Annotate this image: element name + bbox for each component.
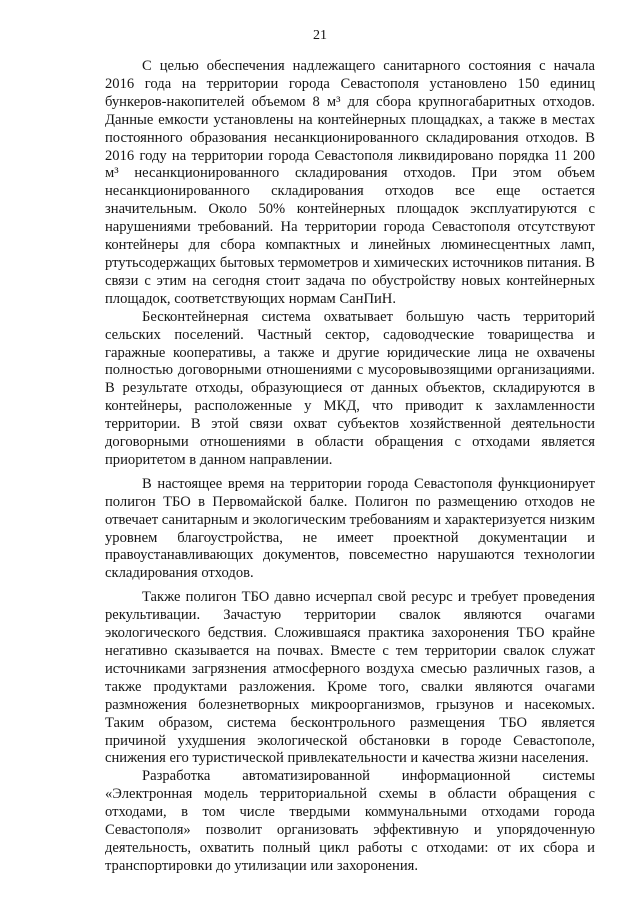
paragraph-containerless-system: Бесконтейнерная система охватывает большую часть территорий сельских поселений. Частный сектор, садоводческие товарищества и гаражные кооперативы, а также и другие юридические лица не охвачены полностью договорными отношениями с мусоровывозящими организациями. В результате отходы, образующиеся от данных объектов, складируются в контейнеры, расположенные у МКД, что приводит к захламленности территории. В этой связи охват субъектов хозяйственной деятельности договорными отношениями в области обращения с отходами является приоритетом в данном направлении.	[105, 308, 595, 468]
paragraph-landfill-recultivation: Также полигон ТБО давно исчерпал свой ресурс и требует проведения рекультивации. Зачастую территории свалок являются очагами экологического бедствия. Сложившаяся практика захоронения ТБО крайне негативно сказывается на почвах. Вместе с тем территории свалок служат источниками загрязнения атмосферного воздуха смесью различных газов, а также продуктами разложения. Кроме того, свалки являются очагами размножения болезнетворных микроорганизмов, грызунов и насекомых. Таким образом, система бесконтрольного размещения ТБО является причиной ухудшения экологической обстановки в городе Севастополе, снижения его туристической привлекательности и качества жизни населения.	[105, 589, 595, 767]
paragraph-information-system: Разработка автоматизированной информационной системы «Электронная модель территориальной схемы в области обращения с отходами, в том числе твердыми коммунальными отходами города Севастополя» позволит организовать эффективную и упорядоченную деятельность, охватить полный цикл работы с отходами: от их сбора и транспортировки до утилизации или захоронения.	[105, 768, 595, 874]
paragraph-waste-bunkers: С целью обеспечения надлежащего санитарного состояния с начала 2016 года на территории города Севастополя установлено 150 единиц бункеров-накопителей объемом 8 м³ для сбора крупногабаритных отходов. Данные емкости установлены на контейнерных площадках, а также в местах постоянного образования несанкционированного складирования отходов. В 2016 году на территории города Севастополя ликвидировано порядка 11 200 м³ несанкционированного складирования отходов. При этом объем несанкционированного складирования отходов все еще остается значительным. Около 50% контейнерных площадок эксплуатируются с нарушениями требований. На территории города Севастополя отсутствуют контейнеры для сбора компактных и линейных люминесцентных ламп, ртутьсодержащих бытовых термометров и химических источников питания. В связи с этим на сегодня стоит задача по обустройству новых контейнерных площадок, соответствующих нормам СанПиН.	[105, 58, 595, 307]
document-body	[105, 58, 595, 876]
paragraph-landfill-status: В настоящее время на территории города Севастополя функционирует полигон ТБО в Первомайской балке. Полигон по размещению отходов не отвечает санитарным и экологическим требованиям и характеризуется низким уровнем благоустройства, не имеет проектной документации и правоустанавливающих документов, повсеместно нарушаются технологии складирования отходов.	[105, 475, 595, 582]
page-number: 21	[313, 28, 327, 43]
